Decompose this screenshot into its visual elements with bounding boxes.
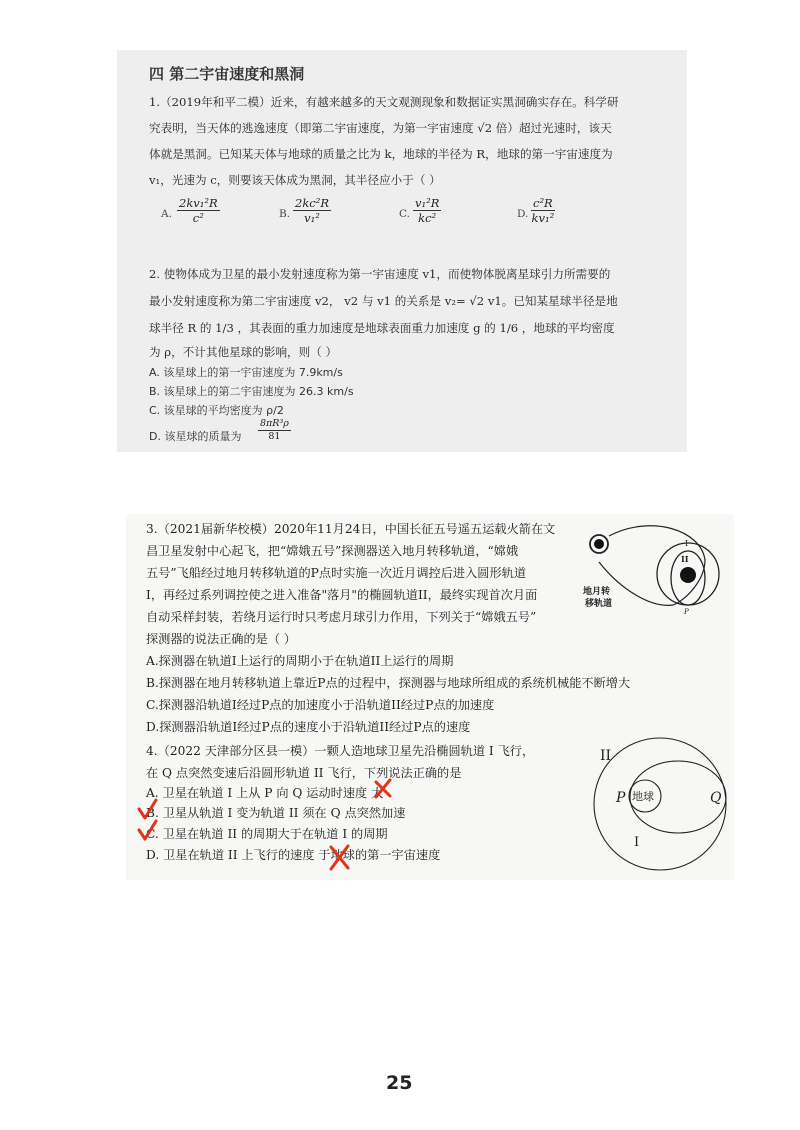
q3-option-d: D.探测器沿轨道I经过P点的速度小于沿轨道II经过P点的速度 <box>146 720 471 734</box>
check-mark-icon <box>139 821 156 839</box>
q3-line-6: 探测器的说法正确的是（ ） <box>146 632 297 646</box>
q1-line-1: 1.（2019年和平二模）近来，有越来越多的天文观测现象和数据证实黑洞确实存在。科学研 <box>149 95 619 109</box>
q1-option-a-label: A. <box>161 208 172 220</box>
q2-option-b: B. 该星球上的第二宇宙速度为 26.3 km/s <box>149 385 354 398</box>
q1-option-c-num: v₁²R <box>415 196 440 210</box>
q2-option-c: C. 该星球的平均密度为 ρ/2 <box>149 404 284 417</box>
q2-option-d-formula <box>258 418 291 443</box>
q1-option-b-formula <box>293 196 331 225</box>
q1-option-d-den: kv₁² <box>531 211 555 225</box>
q4-line-1: 4.（2022 天津部分区县一模）一颗人造地球卫星先沿椭圆轨道 I 飞行， <box>146 744 535 758</box>
q3-line-1: 3.（2021届新华校模）2020年11月24日，中国长征五号遥五运载火箭在文 <box>146 522 556 536</box>
q4-option-c: C. 卫星在轨道 II 的周期大于在轨道 I 的周期 <box>146 827 388 841</box>
q1-line-4: v₁，光速为 c，则要该天体成为黑洞，其半径应小于（ ） <box>149 173 441 187</box>
q3-line-3: 五号”飞船经过地月转移轨道的P点时实施一次近月调控后进入圆形轨道 <box>146 566 527 580</box>
q3-option-c: C.探测器沿轨道I经过P点的加速度小于沿轨道II经过P点的加速度 <box>146 698 495 712</box>
q2-option-d-num: 8πR³ρ <box>260 418 289 429</box>
q1-option-b-num: 2kc²R <box>295 196 329 210</box>
q4-option-a: A. 卫星在轨道 I 上从 P 向 Q 运动时速度 大 <box>146 786 384 800</box>
q1-option-a-num: 2kv₁²R <box>179 196 218 210</box>
q3-option-a: A.探测器在轨道I上运行的周期小于在轨道II上运行的周期 <box>146 654 454 668</box>
q2-option-d: D. 该星球的质量为 <box>149 430 242 443</box>
q1-option-d-label: D. <box>517 208 529 220</box>
label-orbit-ii: II <box>681 554 689 564</box>
q2-line-3: 球半径 R 的 1/3 ，其表面的重力加速度是地球表面重力加速度 g 的 1/6 ，地球的平均密度 <box>149 321 615 335</box>
q3-line-5: 自动采样封装，若绕月运行时只考虑月球引力作用，下列关于“嫦娥五号” <box>146 610 537 624</box>
cross-mark-icon <box>376 780 390 797</box>
q1-option-a-den: c² <box>192 211 204 225</box>
q1-option-b-label: B. <box>279 208 291 220</box>
label-orbit-i: I <box>634 835 640 850</box>
q4-option-b: B. 卫星从轨道 I 变为轨道 II 须在 Q 点突然加速 <box>146 806 406 820</box>
q1-option-c-den: kc² <box>418 211 437 225</box>
handwritten-marks <box>126 514 734 880</box>
q1-option-a-formula <box>177 196 220 225</box>
problem-panel-1 <box>117 50 687 452</box>
q3-line-4: I，再经过系列调控使之进入准备"落月"的椭圆轨道II，最终实现首次月面 <box>146 588 538 602</box>
label-point-p: P <box>616 790 626 806</box>
label-point-p: P <box>684 608 689 616</box>
q1-line-3: 体就是黑洞。已知某天体与地球的质量之比为 k，地球的半径为 R，地球的第一宇宙速度为 <box>149 147 613 161</box>
q1-option-d-num: c²R <box>533 196 553 210</box>
q2-line-4: 为 ρ，不计其他星球的影响，则（ ） <box>149 345 338 359</box>
q1-option-c-label: C. <box>399 208 410 220</box>
q3-option-b: B.探测器在地月转移轨道上靠近P点的过程中，探测器与地球所组成的系统机械能不断增大 <box>146 676 631 690</box>
label-orbit-i: I <box>685 539 689 548</box>
q4-line-2: 在 Q 点突然变速后沿圆形轨道 II 飞行，下列说法正确的是 <box>146 766 462 780</box>
check-mark-icon <box>139 800 156 818</box>
label-point-q: Q <box>710 790 722 806</box>
q3-line-2: 昌卫星发射中心起飞，把“嫦娥五号”探测器送入地月转移轨道，“嫦娥 <box>146 544 519 558</box>
q1-option-d-formula <box>531 196 555 225</box>
caption-line-1: 地月转 <box>583 587 611 597</box>
q2-option-a: A. 该星球上的第一宇宙速度为 7.9km/s <box>149 366 343 379</box>
q4-option-d: D. 卫星在轨道 II 上飞行的速度 于地球的第一宇宙速度 <box>146 848 441 862</box>
page-number: 25 <box>386 1072 413 1094</box>
q2-line-2: 最小发射速度称为第二宇宙速度 v2， v2 与 v1 的关系是 v₂= √2 v1。已知某星球半径是地 <box>149 294 618 308</box>
label-orbit-ii: II <box>600 748 612 764</box>
label-earth: 地球 <box>632 790 654 803</box>
q1-option-b-den: v₁² <box>304 211 320 225</box>
caption-line-2: 移轨道 <box>585 599 613 609</box>
q1-line-2: 究表明，当天体的逃逸速度（即第二宇宙速度，为第一宇宙速度 √2 倍）超过光速时，该天 <box>149 121 612 135</box>
problem-panel-2 <box>126 514 734 880</box>
q1-option-c-formula <box>413 196 441 225</box>
section-title: 四 第二宇宙速度和黑洞 <box>149 65 305 83</box>
q2-option-d-den: 81 <box>268 431 281 442</box>
cross-mark-icon <box>331 846 348 869</box>
q2-line-1: 2. 使物体成为卫星的最小发射速度称为第一宇宙速度 v1，而使物体脱离星球引力所需要的 <box>149 267 611 281</box>
